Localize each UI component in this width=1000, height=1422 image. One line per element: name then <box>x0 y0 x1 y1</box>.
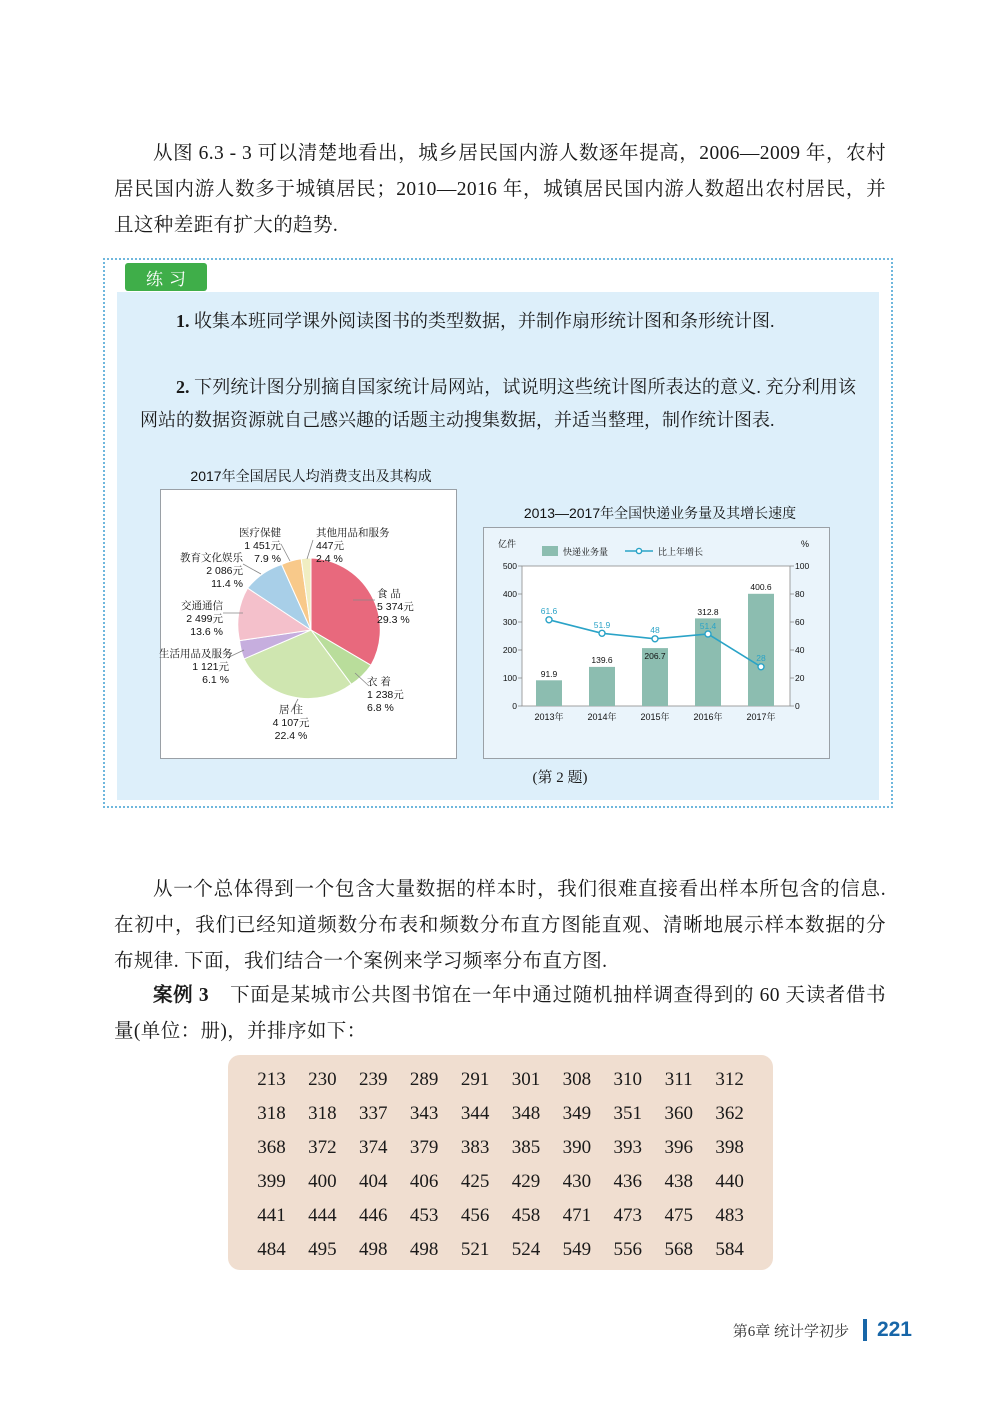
data-cell: 521 <box>460 1239 490 1260</box>
data-cell: 311 <box>664 1069 693 1090</box>
data-cell: 406 <box>409 1171 439 1192</box>
pie-label-transport <box>165 600 223 639</box>
data-cell: 458 <box>511 1205 541 1226</box>
svg-text:80: 80 <box>795 589 805 599</box>
exercise-item-2-text: 下列统计图分别摘自国家统计局网站，试说明这些统计图所表达的意义. 充分利用该网站的数据资源就自己感兴趣的话题主动搜集数据，并适当整理，制作统计图表. <box>140 377 857 430</box>
data-cell: 441 <box>257 1205 286 1226</box>
growth-value-2014: 51.9 <box>593 620 611 630</box>
data-cell: 390 <box>562 1137 592 1158</box>
data-cell: 213 <box>257 1069 286 1090</box>
data-cell: 396 <box>664 1137 693 1158</box>
data-cell: 568 <box>664 1239 693 1260</box>
pie-label-clothing-name: 衣 着 <box>367 676 391 688</box>
pie-label-other-name: 其他用品和服务 <box>316 527 390 539</box>
svg-text:500: 500 <box>502 561 517 571</box>
table-row <box>228 1131 773 1165</box>
growth-value-2017: 28 <box>756 653 766 663</box>
data-cell: 475 <box>664 1205 693 1226</box>
svg-text:20: 20 <box>795 673 805 683</box>
data-cell: 289 <box>409 1069 439 1090</box>
data-cell: 310 <box>613 1069 643 1090</box>
data-cell: 308 <box>562 1069 592 1090</box>
exercise-item-1-number: 1. <box>176 311 190 331</box>
bar-chart-svg <box>484 528 829 758</box>
pie-label-transport-value: 2 499元 <box>186 613 223 625</box>
bar-2017 <box>748 594 774 706</box>
data-cell: 430 <box>562 1171 592 1192</box>
footer-chapter-label: 第6章 统计学初步 <box>732 1323 849 1340</box>
data-cell: 301 <box>511 1069 541 1090</box>
bar-axis-unit-right: % <box>801 539 810 549</box>
bar-xlabel-2016: 2016年 <box>693 712 723 722</box>
data-cell: 368 <box>257 1137 286 1158</box>
data-cell: 318 <box>308 1103 337 1124</box>
pie-label-other <box>316 527 390 566</box>
pie-chart-panel <box>160 489 457 759</box>
pie-label-food-percent: 29.3 % <box>377 614 410 626</box>
after-exercise-paragraph-text: 从一个总体得到一个包含大量数据的样本时，我们很难直接看出样本所包含的信息. 在初中，我们已经知道频数分布表和频数分布直方图能直观、清晰地展示样本数据的分布规律. 下面，我们结合一个案例来学习频率分布直方图. <box>114 879 886 972</box>
data-cell: 230 <box>308 1069 337 1090</box>
pie-label-education-percent: 11.4 % <box>211 578 243 590</box>
pie-label-household <box>159 648 233 687</box>
table-row <box>228 1097 773 1131</box>
bar-xlabel-2013: 2013年 <box>534 712 564 722</box>
exercise-figure-caption: (第 2 题) <box>532 770 588 786</box>
bar-chart-title: 2013—2017年全国快递业务量及其增长速度 <box>523 505 797 521</box>
pie-label-education-name: 教育文化娱乐 <box>180 552 243 564</box>
data-cell: 362 <box>715 1103 744 1124</box>
pie-label-clothing-value: 1 238元 <box>367 689 404 701</box>
table-row <box>228 1063 773 1097</box>
data-cell: 495 <box>308 1239 337 1260</box>
data-cell: 399 <box>257 1171 286 1192</box>
data-cell: 404 <box>359 1171 388 1192</box>
data-cell: 360 <box>664 1103 693 1124</box>
data-cell: 473 <box>613 1205 643 1226</box>
pie-label-housing-percent: 22.4 % <box>274 730 308 742</box>
data-cell: 440 <box>715 1171 744 1192</box>
exercise-item-2-number: 2. <box>176 377 190 397</box>
pie-label-education-value: 2 086元 <box>206 565 243 577</box>
data-cell: 348 <box>511 1103 541 1124</box>
data-cell: 483 <box>715 1205 744 1226</box>
case3-text: 下面是某城市公共图书馆在一年中通过随机抽样调查得到的 60 天读者借书量(单位：册)，并排序如下： <box>114 985 886 1042</box>
data-cell: 498 <box>359 1239 388 1260</box>
data-cell: 438 <box>664 1171 693 1192</box>
svg-text:0: 0 <box>795 701 800 711</box>
data-cell: 556 <box>613 1239 643 1260</box>
svg-text:60: 60 <box>795 617 805 627</box>
pie-label-medical-value: 1 451元 <box>244 540 281 552</box>
pie-label-other-value: 447元 <box>316 540 345 552</box>
svg-text:400: 400 <box>502 589 517 599</box>
pie-label-food-value: 5 374元 <box>377 601 414 613</box>
data-cell: 429 <box>511 1171 541 1192</box>
data-cell: 446 <box>359 1205 388 1226</box>
pie-label-household-name: 生活用品及服务 <box>159 648 233 660</box>
bar-value-2016: 312.8 <box>697 607 719 617</box>
intro-paragraph-text: 从图 6.3 - 3 可以清楚地看出，城乡居民国内游人数逐年提高，2006—2009 年，农村居民国内游人数多于城镇居民；2010—2016 年，城镇居民国内游人数超出农村居民，并且这种差距有扩大的趋势. <box>114 143 886 236</box>
data-cell: 385 <box>511 1137 541 1158</box>
bar-value-2017: 400.6 <box>750 582 772 592</box>
footer-divider <box>863 1319 867 1341</box>
bar-xlabel-2015: 2015年 <box>640 712 670 722</box>
table-row <box>228 1165 773 1199</box>
data-cell: 337 <box>359 1103 388 1124</box>
data-cell: 239 <box>359 1069 388 1090</box>
svg-text:200: 200 <box>502 645 517 655</box>
pie-label-transport-percent: 13.6 % <box>190 626 223 638</box>
pie-label-clothing-percent: 6.8 % <box>367 702 394 714</box>
pie-label-housing <box>261 704 321 743</box>
exercise-item-1-text: 收集本班同学课外阅读图书的类型数据，并制作扇形统计图和条形统计图. <box>194 311 775 331</box>
table-row <box>228 1199 773 1233</box>
data-cell: 444 <box>308 1205 337 1226</box>
svg-text:300: 300 <box>502 617 517 627</box>
pie-label-medical-percent: 7.9 % <box>254 553 281 565</box>
pie-label-medical-name: 医疗保健 <box>239 527 281 539</box>
pie-chart-title: 2017年全国居民人均消费支出及其构成 <box>190 468 432 484</box>
intro-paragraph <box>114 136 886 244</box>
data-cell: 524 <box>511 1239 541 1260</box>
exercise-item-1 <box>140 305 856 338</box>
data-cell: 383 <box>460 1137 490 1158</box>
growth-value-2015: 48 <box>650 625 660 635</box>
pie-label-other-percent: 2.4 % <box>316 553 343 565</box>
page-number: 221 <box>876 1318 912 1341</box>
pie-label-housing-name: 居 住 <box>279 704 303 716</box>
bar-chart-panel <box>483 527 830 759</box>
data-cell: 471 <box>562 1205 592 1226</box>
bar-value-2013: 91.9 <box>540 669 558 679</box>
data-cell: 400 <box>308 1171 337 1192</box>
bar-legend-label-1: 快递业务量 <box>563 547 609 557</box>
bar-2014 <box>589 667 615 706</box>
pie-label-household-percent: 6.1 % <box>202 674 229 686</box>
data-cell: 343 <box>409 1103 439 1124</box>
data-cell: 436 <box>613 1171 643 1192</box>
bar-2013 <box>536 680 562 706</box>
data-cell: 398 <box>715 1137 744 1158</box>
data-cell: 318 <box>257 1103 286 1124</box>
pie-label-food-name: 食 品 <box>377 588 401 600</box>
data-cell: 374 <box>359 1137 388 1158</box>
pie-label-education <box>169 552 243 591</box>
bar-xlabel-2017: 2017年 <box>746 712 776 722</box>
data-cell: 372 <box>308 1137 337 1158</box>
data-cell: 393 <box>613 1137 643 1158</box>
growth-value-2016: 51.4 <box>699 621 717 631</box>
pie-label-household-value: 1 121元 <box>192 661 229 673</box>
data-values-box <box>228 1055 773 1270</box>
data-cell: 291 <box>460 1069 490 1090</box>
bar-legend-label-2: 比上年增长 <box>658 547 704 557</box>
data-cell: 351 <box>613 1103 643 1124</box>
case3-label: 案例 3 <box>153 985 209 1006</box>
page-footer <box>0 1315 1000 1345</box>
pie-label-housing-value: 4 107元 <box>272 717 310 729</box>
data-cell: 584 <box>715 1239 744 1260</box>
svg-text:100: 100 <box>795 561 810 571</box>
bar-value-2015: 206.7 <box>644 651 666 661</box>
data-cell: 379 <box>409 1137 439 1158</box>
data-cell: 549 <box>562 1239 592 1260</box>
data-cell: 349 <box>562 1103 592 1124</box>
svg-text:40: 40 <box>795 645 805 655</box>
table-row <box>228 1233 773 1267</box>
data-cell: 456 <box>460 1205 490 1226</box>
data-cell: 498 <box>409 1239 439 1260</box>
svg-text:0: 0 <box>512 701 517 711</box>
data-cell: 484 <box>257 1239 286 1260</box>
data-cell: 312 <box>715 1069 744 1090</box>
growth-value-2013: 61.6 <box>540 606 558 616</box>
data-cell: 453 <box>409 1205 439 1226</box>
data-cell: 425 <box>460 1171 490 1192</box>
case3-paragraph <box>114 978 886 1050</box>
svg-text:100: 100 <box>502 673 517 683</box>
bar-xlabel-2014: 2014年 <box>587 712 617 722</box>
pie-label-food <box>377 588 414 627</box>
bar-axis-unit-left: 亿件 <box>498 539 517 549</box>
exercise-tag: 练习 <box>125 263 207 291</box>
data-cell: 344 <box>460 1103 490 1124</box>
pie-label-clothing <box>367 676 404 715</box>
exercise-item-2 <box>140 371 856 437</box>
bar-value-2014: 139.6 <box>591 655 613 665</box>
after-exercise-paragraph <box>114 872 886 980</box>
pie-label-transport-name: 交通通信 <box>181 600 223 612</box>
